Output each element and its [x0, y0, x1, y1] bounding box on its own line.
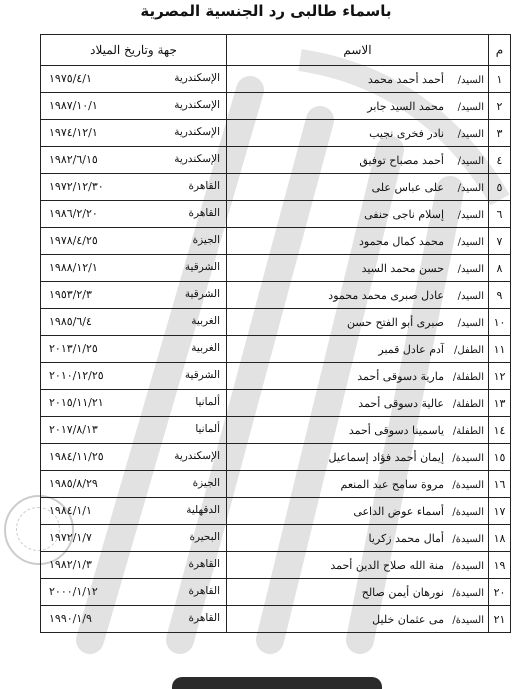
table-row: [41, 552, 511, 579]
bottom-toolbar[interactable]: [172, 677, 382, 689]
birth-date: ٢٠١٣/١/٢٥: [49, 342, 98, 355]
name-cell: [227, 363, 489, 390]
person-name: محمد السيد جابر: [367, 99, 444, 113]
table-row: [41, 228, 511, 255]
person-title: السيد/: [457, 236, 484, 248]
row-number: ١٥: [489, 444, 511, 471]
person-title: السيدة/: [452, 560, 484, 572]
person-title: السيدة/: [452, 506, 484, 518]
birth-place: الجيزة: [192, 477, 220, 489]
person-title: السيدة/: [452, 587, 484, 599]
name-cell: [227, 390, 489, 417]
birth-cell: [41, 498, 227, 525]
person-name: أسماء عوض الداعى: [353, 504, 444, 518]
birth-date: ١٩٨٤/١١/٢٥: [49, 450, 104, 463]
birth-cell: [41, 606, 227, 633]
table-row: [41, 336, 511, 363]
person-name: محمد كمال محمود: [359, 234, 444, 248]
birth-date: ٢٠١٧/٨/١٣: [49, 423, 98, 436]
row-number: ١٢: [489, 363, 511, 390]
person-name: عالية دسوقى أحمد: [358, 396, 444, 410]
row-number: ٢١: [489, 606, 511, 633]
table-row: [41, 390, 511, 417]
birth-cell: [41, 66, 227, 93]
row-number: ٢: [489, 93, 511, 120]
birth-place: ألمانيا: [195, 423, 220, 435]
person-name: حسن محمد السيد: [361, 261, 444, 275]
birth-date: ١٩٩٠/١/٩: [49, 612, 92, 625]
birth-place: الشرقية: [184, 261, 220, 273]
name-cell: [227, 309, 489, 336]
person-title: السيدة/: [452, 452, 484, 464]
birth-date: ١٩٧٨/٤/٢٥: [49, 234, 98, 247]
birth-place: القاهرة: [188, 207, 220, 219]
birth-cell: [41, 525, 227, 552]
birth-place: الدقهلية: [186, 504, 220, 516]
name-cell: [227, 201, 489, 228]
table-body: [41, 66, 511, 633]
birth-cell: [41, 444, 227, 471]
birth-cell: [41, 255, 227, 282]
name-cell: [227, 93, 489, 120]
row-number: ١٠: [489, 309, 511, 336]
birth-cell: [41, 471, 227, 498]
row-number: ١٦: [489, 471, 511, 498]
person-name: مارية دسوقى أحمد: [357, 369, 444, 383]
birth-place: الإسكندرية: [174, 153, 220, 165]
person-name: نورهان أيمن صالح: [361, 585, 444, 599]
name-cell: [227, 228, 489, 255]
birth-date: ١٩٨٤/١/١: [49, 504, 92, 517]
birth-place: القاهرة: [188, 612, 220, 624]
person-name: إيمان أحمد فؤاد إسماعيل: [328, 450, 444, 464]
birth-place: القاهرة: [188, 585, 220, 597]
birth-cell: [41, 552, 227, 579]
birth-date: ١٩٨٢/٦/١٥: [49, 153, 98, 166]
birth-cell: [41, 201, 227, 228]
table-header-row: [41, 35, 511, 66]
name-cell: [227, 471, 489, 498]
table-row: [41, 417, 511, 444]
birth-date: ١٩٨٥/٨/٢٩: [49, 477, 98, 490]
row-number: ١: [489, 66, 511, 93]
birth-date: ٢٠٠٠/١/١٢: [49, 585, 98, 598]
birth-place: الإسكندرية: [174, 99, 220, 111]
person-name: ياسمينا دسوقى أحمد: [348, 423, 444, 437]
name-cell: [227, 525, 489, 552]
person-name: إسلام ناجى حنفى: [364, 207, 444, 221]
person-title: الطفل/: [453, 344, 484, 356]
person-name: مى عثمان خليل: [372, 612, 444, 626]
person-title: السيد/: [457, 74, 484, 86]
name-cell: [227, 552, 489, 579]
table-row: [41, 471, 511, 498]
name-cell: [227, 336, 489, 363]
birth-date: ١٩٨٥/٦/٤: [49, 315, 92, 328]
birth-date: ١٩٧٤/١٢/١: [49, 126, 98, 139]
name-cell: [227, 255, 489, 282]
row-number: ١٣: [489, 390, 511, 417]
birth-cell: [41, 390, 227, 417]
table-row: [41, 147, 511, 174]
person-name: آدم عادل قمبر: [378, 342, 444, 356]
person-title: السيدة/: [452, 479, 484, 491]
birth-date: ١٩٧٢/١/٧: [49, 531, 92, 544]
birth-place: الإسكندرية: [174, 450, 220, 462]
birth-cell: [41, 282, 227, 309]
header-birth: جهة وتاريخ الميلاد: [41, 35, 227, 66]
person-name: منة الله صلاح الدين أحمد: [330, 558, 444, 572]
row-number: ١٤: [489, 417, 511, 444]
row-number: ٦: [489, 201, 511, 228]
table-row: [41, 606, 511, 633]
row-number: ٤: [489, 147, 511, 174]
birth-date: ١٩٨٨/١٢/١: [49, 261, 98, 274]
birth-cell: [41, 336, 227, 363]
birth-cell: [41, 417, 227, 444]
person-title: السيد/: [457, 155, 484, 167]
birth-cell: [41, 309, 227, 336]
applicants-table: [40, 34, 511, 633]
name-cell: [227, 417, 489, 444]
name-cell: [227, 444, 489, 471]
table-row: [41, 66, 511, 93]
person-title: السيدة/: [452, 533, 484, 545]
birth-cell: [41, 228, 227, 255]
birth-place: الإسكندرية: [174, 126, 220, 138]
birth-cell: [41, 93, 227, 120]
row-number: ٥: [489, 174, 511, 201]
birth-place: القاهرة: [188, 180, 220, 192]
birth-place: الغربية: [191, 315, 220, 327]
page-title: باسماء طالبى رد الجنسية المصرية: [140, 2, 392, 20]
name-cell: [227, 579, 489, 606]
row-number: ٣: [489, 120, 511, 147]
person-title: السيد/: [457, 182, 484, 194]
name-cell: [227, 606, 489, 633]
table-row: [41, 579, 511, 606]
header-num: م: [489, 35, 511, 66]
row-number: ٨: [489, 255, 511, 282]
birth-cell: [41, 120, 227, 147]
table-row: [41, 120, 511, 147]
person-title: السيد/: [457, 209, 484, 221]
birth-date: ١٩٨٦/٢/٢٠: [49, 207, 98, 220]
row-number: ٩: [489, 282, 511, 309]
table-row: [41, 363, 511, 390]
birth-date: ١٩٨٢/١/٣: [49, 558, 92, 571]
person-name: أمال محمد زكريا: [368, 531, 444, 545]
person-title: السيد/: [457, 128, 484, 140]
table-row: [41, 93, 511, 120]
person-name: أحمد مصباح توفيق: [359, 153, 444, 167]
person-name: أحمد أحمد محمد: [367, 72, 444, 86]
row-number: ١٧: [489, 498, 511, 525]
birth-place: البحيرة: [189, 531, 220, 543]
person-title: السيد/: [457, 290, 484, 302]
person-title: السيدة/: [452, 614, 484, 626]
birth-date: ٢٠١٥/١١/٢١: [49, 396, 104, 409]
person-title: الطفلة/: [452, 398, 484, 410]
person-name: عادل صبرى محمد محمود: [328, 288, 444, 302]
row-number: ١١: [489, 336, 511, 363]
name-cell: [227, 66, 489, 93]
row-number: ١٨: [489, 525, 511, 552]
birth-place: القاهرة: [188, 558, 220, 570]
header-name: الاسم: [227, 35, 489, 66]
name-cell: [227, 174, 489, 201]
birth-place: الشرقية: [184, 369, 220, 381]
row-number: ١٩: [489, 552, 511, 579]
table-row: [41, 201, 511, 228]
person-title: السيد/: [457, 317, 484, 329]
person-title: السيد/: [457, 101, 484, 113]
person-name: مروة سامح عبد المنعم: [340, 477, 444, 491]
person-title: الطفلة/: [452, 425, 484, 437]
birth-place: الإسكندرية: [174, 72, 220, 84]
birth-place: الجيزة: [192, 234, 220, 246]
birth-date: ٢٠١٠/١٢/٢٥: [49, 369, 104, 382]
row-number: ٢٠: [489, 579, 511, 606]
birth-date: ١٩٨٧/١٠/١: [49, 99, 98, 112]
table-row: [41, 498, 511, 525]
name-cell: [227, 147, 489, 174]
table-row: [41, 282, 511, 309]
table-row: [41, 174, 511, 201]
name-cell: [227, 282, 489, 309]
name-cell: [227, 120, 489, 147]
row-number: ٧: [489, 228, 511, 255]
table-row: [41, 309, 511, 336]
birth-place: الشرقية: [184, 288, 220, 300]
table-row: [41, 525, 511, 552]
person-title: الطفلة/: [452, 371, 484, 383]
person-name: صبرى أبو الفتح حسن: [346, 315, 444, 329]
person-name: نادر فخرى نجيب: [369, 126, 444, 140]
person-name: على عباس على: [371, 180, 444, 194]
birth-date: ١٩٧٥/٤/١: [49, 72, 92, 85]
person-title: السيد/: [457, 263, 484, 275]
birth-date: ١٩٥٣/٢/٣: [49, 288, 92, 301]
birth-date: ١٩٧٢/١٢/٣٠: [49, 180, 104, 193]
birth-cell: [41, 363, 227, 390]
birth-cell: [41, 579, 227, 606]
birth-place: الغربية: [191, 342, 220, 354]
name-cell: [227, 498, 489, 525]
table-row: [41, 444, 511, 471]
birth-cell: [41, 147, 227, 174]
table-row: [41, 255, 511, 282]
birth-place: ألمانيا: [195, 396, 220, 408]
birth-cell: [41, 174, 227, 201]
